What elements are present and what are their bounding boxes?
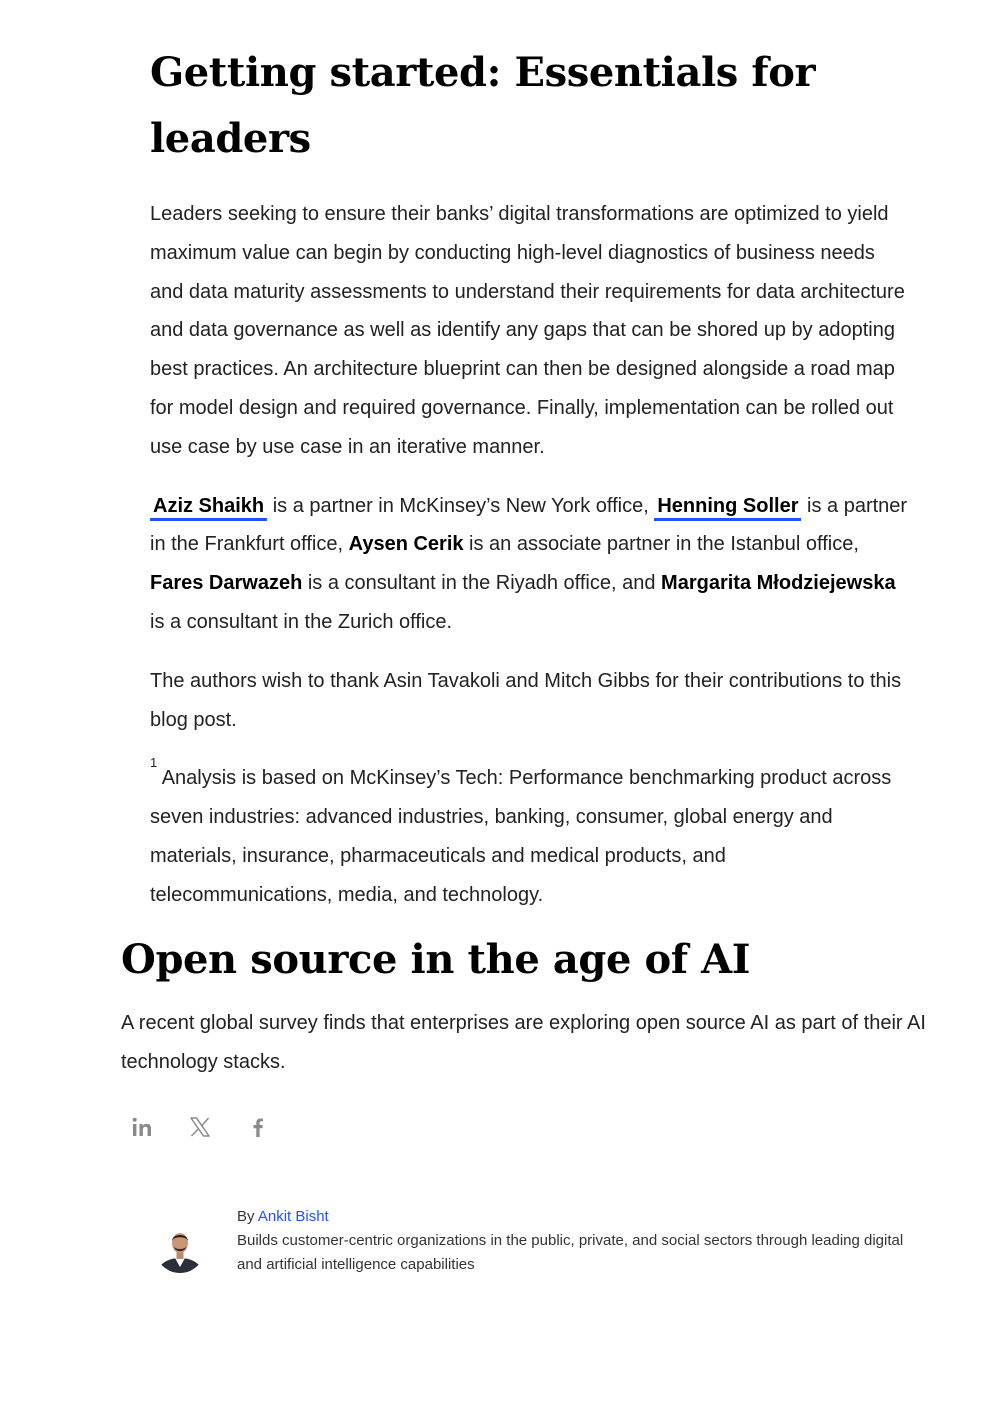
- section-heading: Getting started: Essentials for leaders: [150, 49, 816, 162]
- linkedin-share-button[interactable]: [129, 1114, 155, 1140]
- related-article-summary: A recent global survey finds that enterprises are exploring open source AI as part of their AI technology stacks.: [121, 1012, 926, 1073]
- footnote-text: Analysis is based on McKinsey’s Tech: Performance benchmarking product across seven industries: advanced industries, banking, consumer, global energy and materials, insurance, pharmaceuticals and medical products, and telecommunications, media, and technology.: [150, 767, 892, 906]
- body-paragraph: Leaders seeking to ensure their banks’ digital transformations are optimized to yield maximum value can begin by conducting high-level diagnostics of business needs and data maturity assessments to understand their requirements for data architecture and data governance as well as identify any gaps that can be shored up by adopting best practices. An architecture blueprint can then be designed alongside a road map for model design and required governance. Finally, implementation can be rolled out use case by use case in an iterative manner.: [150, 203, 905, 458]
- author-text: is an associate partner in the Istanbul office,: [463, 533, 859, 556]
- x-share-button[interactable]: [187, 1114, 213, 1140]
- related-article-title[interactable]: Open source in the age of AI: [121, 936, 751, 983]
- author-text: is a partner in the Frankfurt office,: [150, 494, 908, 556]
- facebook-icon: [247, 1116, 269, 1138]
- acknowledgement-paragraph: The authors wish to thank Asin Tavakoli and Mitch Gibbs for their contributions to this blog post.: [150, 669, 902, 731]
- author-link-aziz-shaikh[interactable]: Aziz Shaikh: [150, 495, 267, 521]
- author-link-henning-soller[interactable]: Henning Soller: [654, 495, 801, 521]
- related-article: [121, 930, 941, 1140]
- footnote-marker: 1: [150, 755, 158, 771]
- author-bio: Builds customer-centric organizations in the public, private, and social sectors through leading digital and artificial intelligence capabilities: [237, 1232, 904, 1273]
- byline-prefix: By: [237, 1208, 258, 1225]
- author-text: is a consultant in the Zurich office.: [150, 610, 453, 633]
- author-byline: [237, 1205, 915, 1229]
- author-name-link[interactable]: Ankit Bisht: [257, 1208, 329, 1225]
- share-bar: [121, 1114, 941, 1140]
- author-text: is a partner in McKinsey’s New York office,: [267, 494, 655, 517]
- facebook-share-button[interactable]: [245, 1114, 271, 1140]
- authors-paragraph: [150, 487, 910, 642]
- x-icon: [189, 1116, 211, 1138]
- author-text: is a consultant in the Riyadh office, and: [302, 572, 662, 595]
- author-name-fares-darwazeh: Fares Darwazeh: [150, 572, 303, 595]
- author-photo: [155, 1223, 205, 1273]
- footnote: [150, 755, 910, 914]
- author-name-margarita-mlodziejewska: Margarita Młodziejewska: [661, 572, 896, 595]
- linkedin-icon: [131, 1116, 153, 1138]
- article-section: [150, 40, 910, 915]
- author-name-aysen-cerik: Aysen Cerik: [348, 533, 464, 556]
- avatar[interactable]: [155, 1223, 205, 1273]
- author-info: [237, 1205, 915, 1277]
- author-card: [155, 1205, 915, 1277]
